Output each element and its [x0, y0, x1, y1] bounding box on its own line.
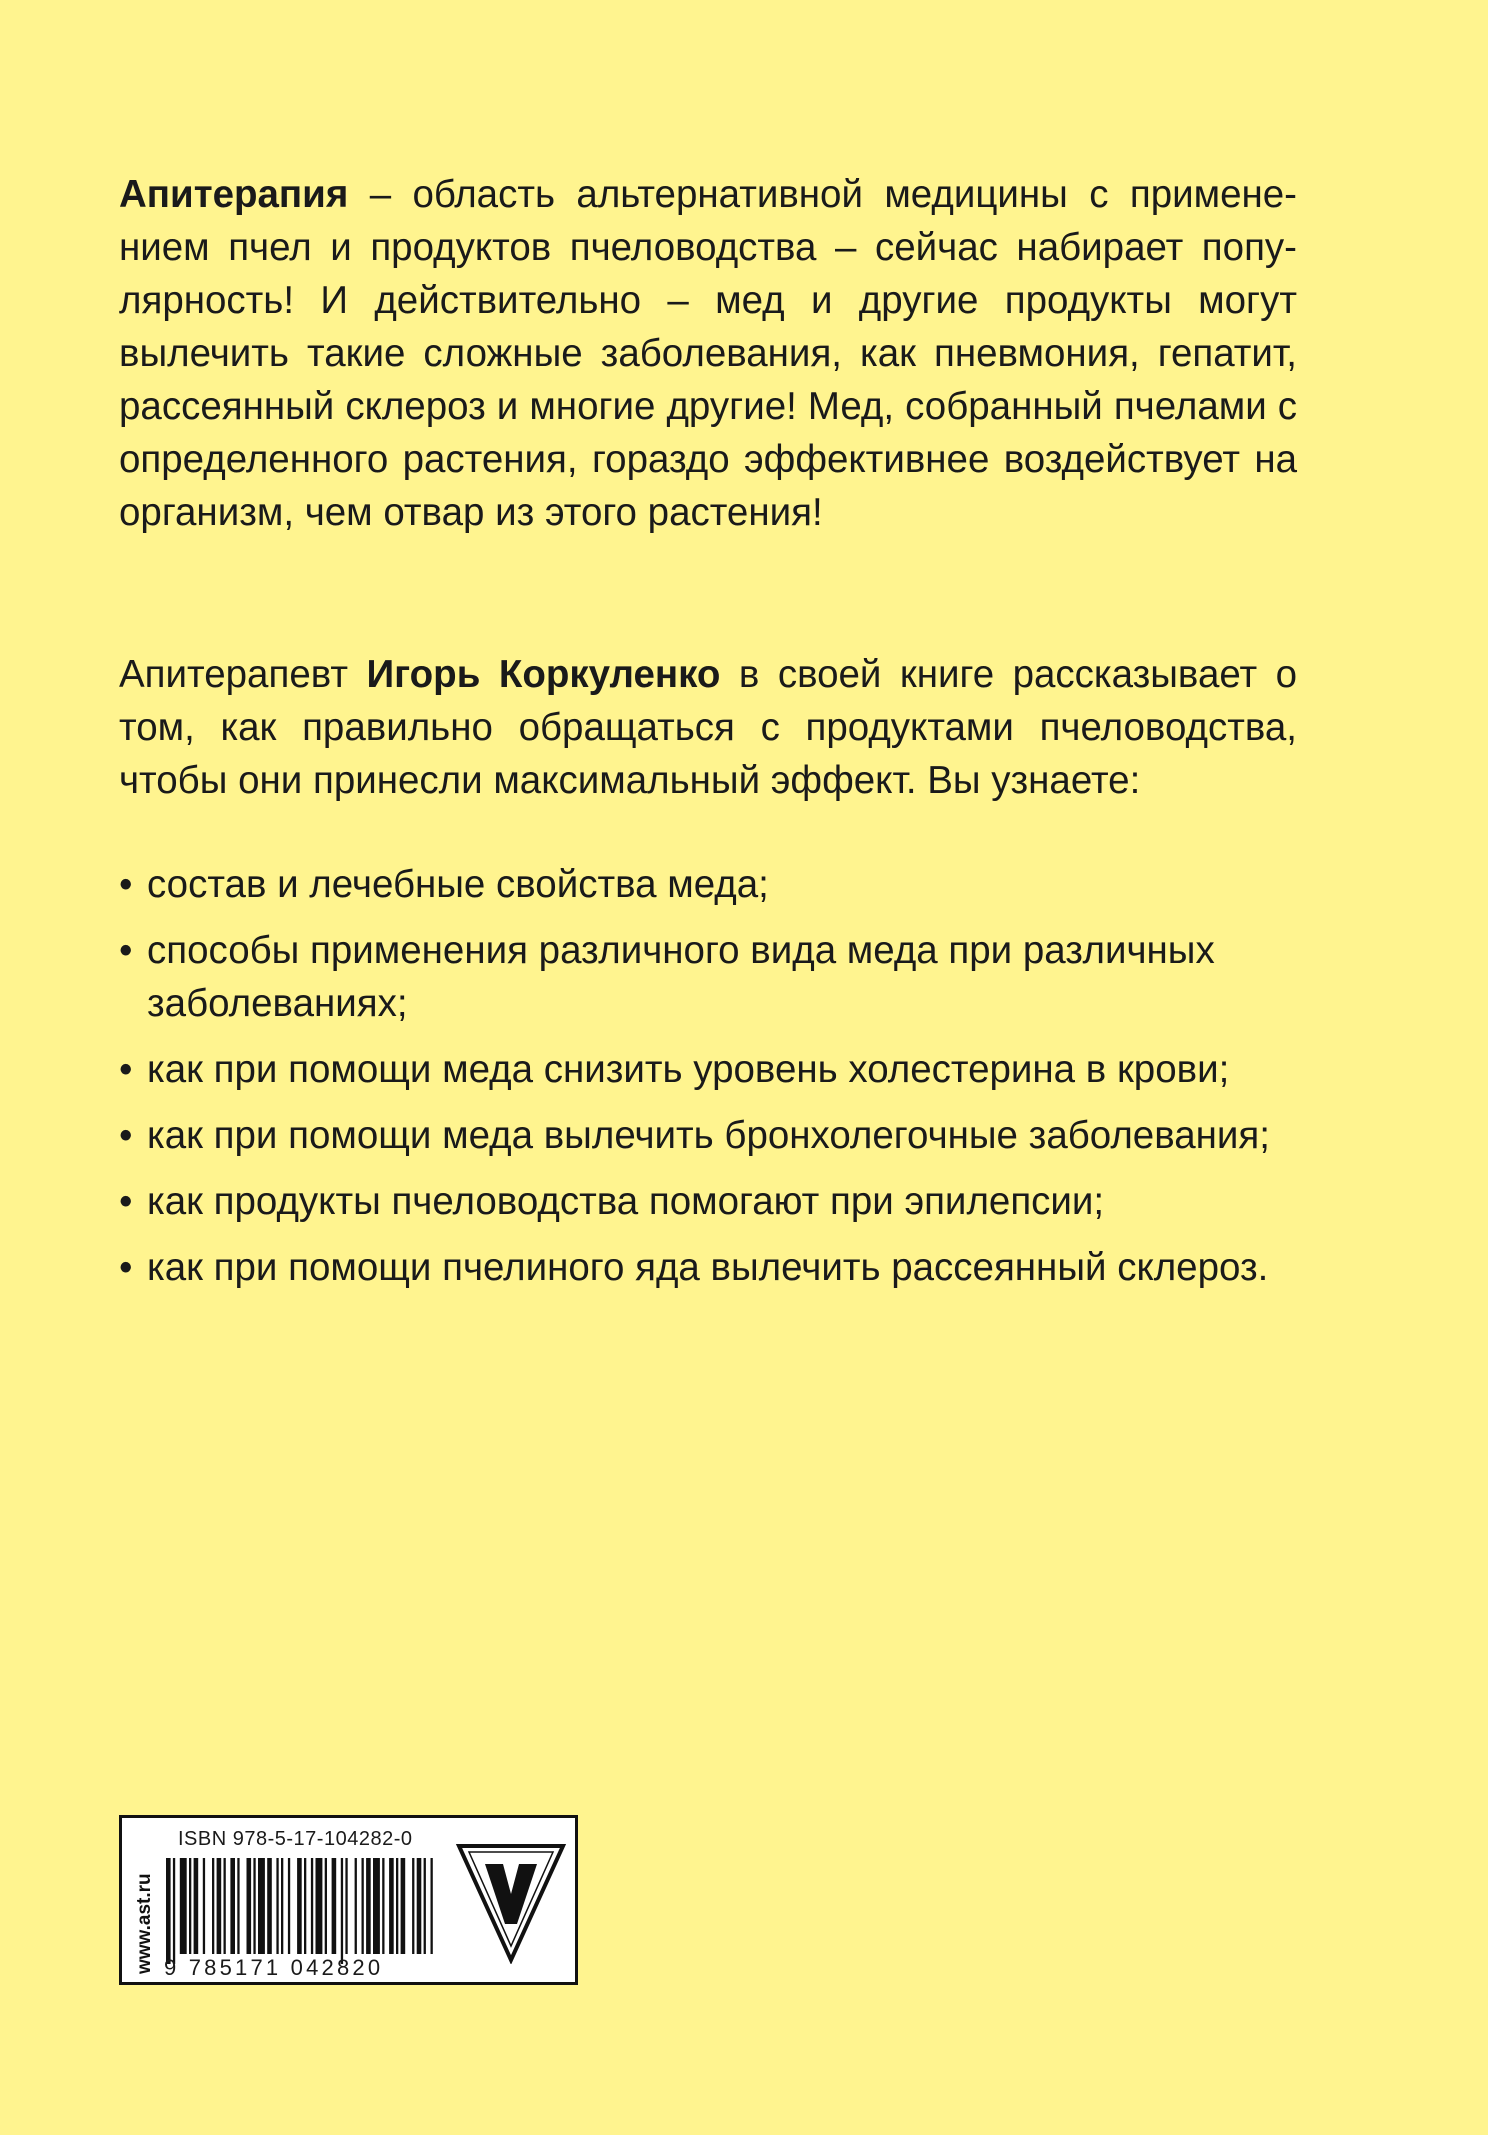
list-item-text: способы применения различного вида меда при различных заболеваниях; [147, 929, 1215, 1025]
barcode-bar [311, 1858, 313, 1954]
barcode-bars [164, 1858, 440, 1966]
list-item [119, 858, 1297, 911]
bullet-icon: • [119, 929, 133, 972]
publisher-logo-icon [455, 1842, 567, 1964]
author-paragraph-text: в своей книге рассказывает о том, как правильно обращаться с продуктами пчеловодства, чтобы они принесли максимальный эффект. Вы узнаете: [119, 653, 1298, 802]
list-item [119, 1043, 1297, 1096]
barcode-bar [297, 1858, 302, 1954]
barcode-bar [366, 1858, 371, 1954]
barcode-bar [276, 1858, 278, 1954]
barcode-bar [166, 1858, 171, 1964]
list-item [119, 1241, 1297, 1294]
list-item-text: как продукты пчеловодства помогают при эпилепсии; [147, 1180, 1105, 1223]
publisher-site-text: www.ast.ru [134, 1873, 155, 1974]
barcode-bar [417, 1858, 422, 1954]
barcode-bar [424, 1858, 426, 1954]
barcode-bar [401, 1858, 406, 1954]
author-name: Игорь Коркуленко [366, 653, 721, 696]
barcode-bar [412, 1858, 414, 1954]
barcode-bar [258, 1858, 265, 1954]
bullet-icon: • [119, 863, 133, 906]
isbn-number: ISBN 978-5-17-104282-0 [178, 1828, 413, 1850]
barcode-bar [332, 1858, 337, 1954]
list-item-text: как при помощи пчелиного яда вылечить рассеянный склероз. [147, 1246, 1269, 1289]
barcode-bar [396, 1858, 398, 1954]
barcode-bar [355, 1858, 357, 1954]
intro-paragraph-text: – область альтернативной медицины с применением пчел и продуктов пчеловодства – сейчас набирает популярность! И действительно – мед и другие продукты могут вылечить такие сложные заболевания, как пневмония, гепатит, рассеянный склероз и многие другие! Мед, собранный пчелами с определенного растения, гораздо эффективнее воздействует на организм, чем отвар из этого растения! [119, 173, 1297, 534]
list-item [119, 924, 1297, 1030]
barcode-bar [316, 1858, 323, 1954]
author-paragraph [119, 648, 1297, 807]
barcode-bar [389, 1858, 394, 1954]
barcode-bar [189, 1858, 191, 1954]
barcode-bar [431, 1858, 433, 1954]
barcode-digits: 9 785171 042820 [164, 1955, 384, 1980]
publisher-site-label [126, 1826, 158, 1976]
bullet-icon: • [119, 1048, 133, 1091]
bullet-icon: • [119, 1114, 133, 1157]
list-item [119, 1175, 1297, 1228]
barcode-bar [341, 1858, 343, 1964]
barcode-bar [345, 1858, 347, 1954]
bullet-icon: • [119, 1246, 133, 1289]
intro-paragraph [119, 168, 1297, 539]
barcode-bar [253, 1858, 255, 1954]
list-item [119, 1109, 1297, 1162]
barcode-bar [247, 1858, 252, 1954]
barcode-bar [281, 1858, 283, 1954]
term-apitherapy: Апитерапия [119, 173, 349, 216]
barcode-bar [217, 1858, 222, 1954]
bullet-icon: • [119, 1180, 133, 1223]
author-paragraph-lead: Апитерапевт [119, 653, 367, 696]
barcode-bar [237, 1858, 239, 1954]
list-item-text: как при помощи меда вылечить бронхолегочные заболевания; [147, 1114, 1270, 1157]
barcode-bar [230, 1858, 235, 1954]
barcode-bar [180, 1858, 187, 1954]
barcode-bar [224, 1858, 226, 1954]
barcode-bar [382, 1858, 384, 1954]
list-item-text: как при помощи меда снизить уровень холестерина в крови; [147, 1048, 1230, 1091]
benefits-list [119, 858, 1297, 1307]
barcode-bar [325, 1858, 327, 1954]
barcode-bar [304, 1858, 306, 1954]
barcode-bar [362, 1858, 364, 1954]
barcode-bar [212, 1858, 214, 1954]
barcode-bar [194, 1858, 199, 1954]
barcode-bar [373, 1858, 380, 1954]
list-item-text: состав и лечебные свойства меда; [147, 863, 769, 906]
barcode-bar [173, 1858, 175, 1964]
barcode-bar [267, 1858, 272, 1954]
isbn-barcode-panel [119, 1815, 578, 1985]
barcode-bar [288, 1858, 290, 1954]
barcode-bar [203, 1858, 205, 1954]
